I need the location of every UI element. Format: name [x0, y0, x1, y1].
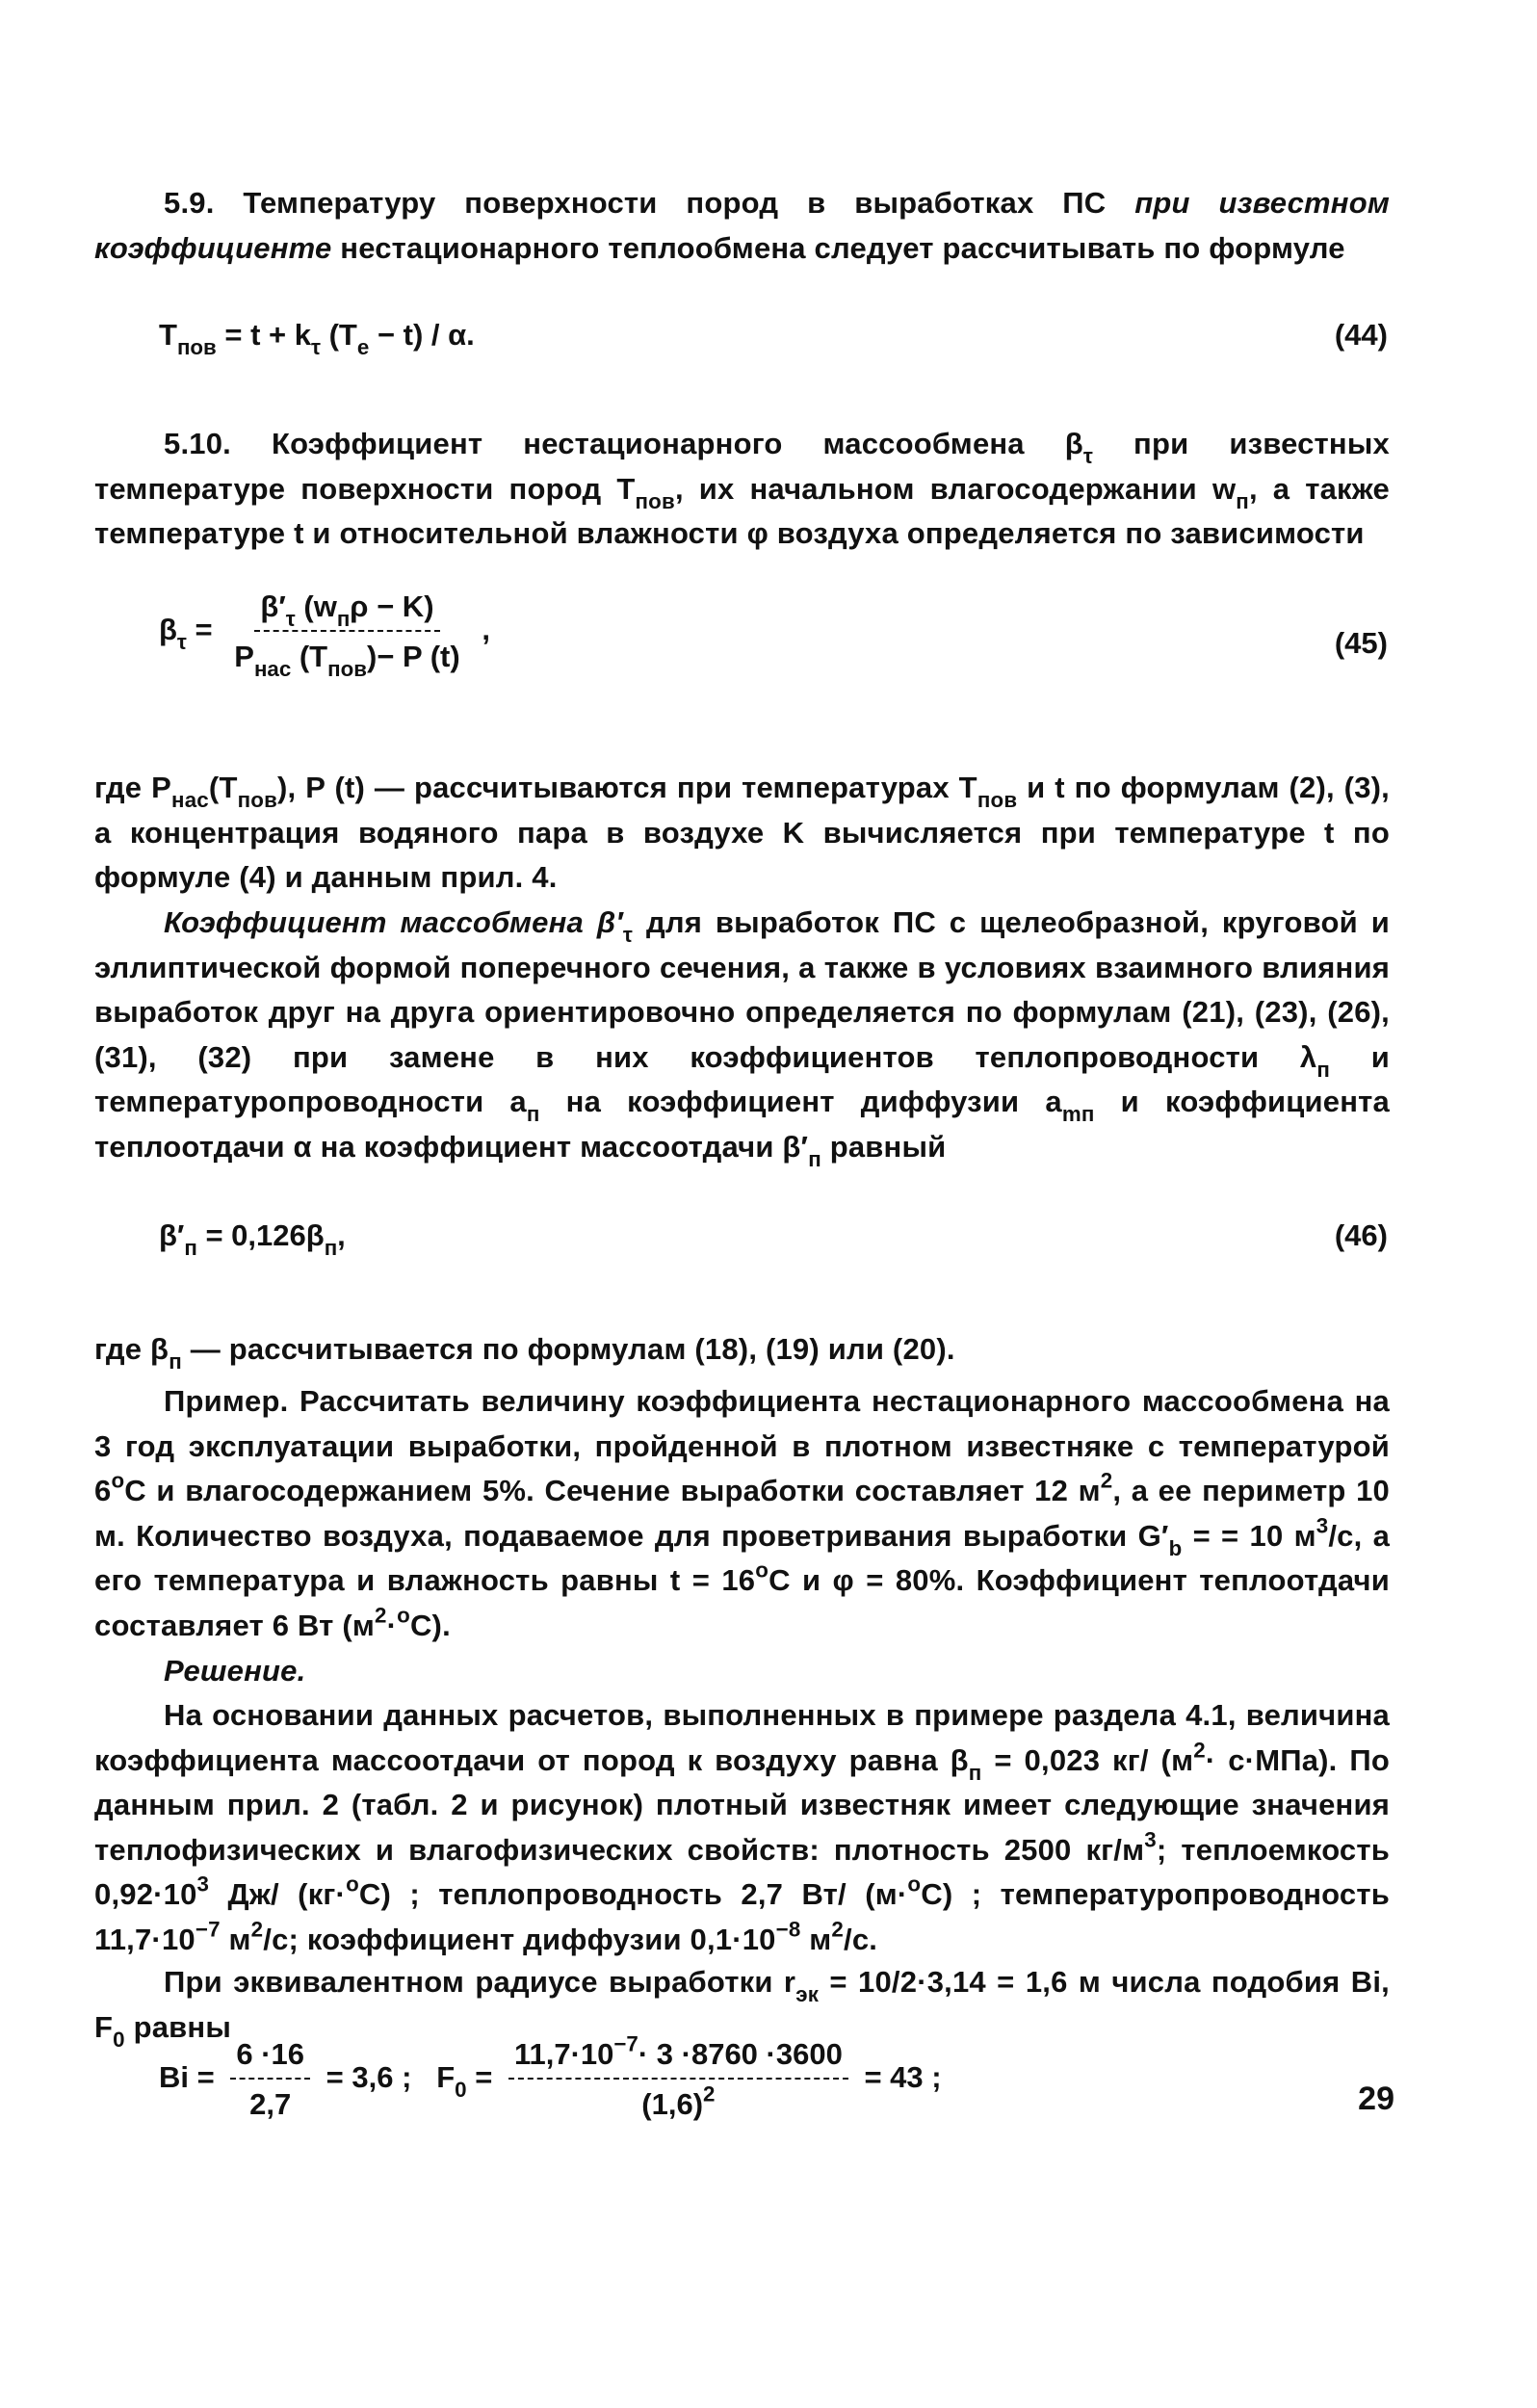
equation-number-44: (44) [1334, 318, 1388, 352]
fraction-numerator: $\beta'_\tau$ $(w_п\rho - K)$ [254, 589, 439, 632]
paragraph-equivalent-radius: При эквивалентном радиусе выработки $r_{эк} = 10/2\cdot 3,14 = 1,6$ м числа подобия Bi, $F_0$ равны [94, 1965, 1390, 2052]
formula-46: $\beta'_п = 0,126\beta_п$, [159, 1218, 346, 1261]
fraction-fo [508, 2031, 848, 2122]
fraction-denominator: $P_{нас}$ $(T_{пов})- P$ (t) [234, 640, 460, 682]
fraction-numerator: $11,7\cdot 10^{-7}\cdot 3 \cdot 8760 \cdot 3600$ [508, 2037, 848, 2080]
page-number: 29 [1358, 2081, 1394, 2117]
formula-44: $T_{пов} = t + k_\tau$ $(T_e - t) / \alpha$. [159, 318, 475, 360]
solution-heading: Решение. [164, 1654, 306, 1688]
paragraph-5-9: 5.9. Температуру поверхности пород в выработках ПС при известном коэффициенте нестационарного теплообмена следует рассчитывать по формуле [94, 186, 1390, 265]
paragraph-based-on: На основании данных расчетов, выполненных в примере раздела 4.1, величина коэффициента массоотдачи от пород к воздуху равна $\beta_п = 0,023$ кг/ $(м^2\cdot с\cdot МПа)$. По данным прил. 2 (табл. 2 и рисунок) плотный известняк имеет следующие значения теплофизических и влагофизических свойств: плотность 2500 $кг/м^3$; теплоемкость $0,92\cdot 10^3$ Дж/ (кг·$^о$С) ; теплопроводность 2,7 Вт/ (м·$^о$С) ; температуропроводность $11,7\cdot 10^{-7}$ $м^2/с$; коэффициент диффузии $0,1\cdot 10^{-8}$ $м^2/с$. [94, 1698, 1390, 1956]
paragraph-5-10: 5.10. Коэффициент нестационарного массообмена $\beta_\tau$ при известных температуре поверхности пород $Т_{пов}$, их начальном влагосодержании $w_п$, а также температуре t и относительной влажности φ воздуха определяется по зависимости [94, 427, 1390, 550]
fraction-bi [230, 2037, 310, 2122]
paragraph-example: Пример. Рассчитать величину коэффициента нестационарного массообмена на 3 год эксплуатации выработки, пройденной в плотном известняке с температурой $6^оС$ и влагосодержанием 5%. Сечение выработки составляет 12 $м^2$, а ее периметр 10 м. Количество воздуха, подаваемое для проветривания выработки $G'_b$ = = 10 $м^3/с$, а его температура и влажность равны $t = 16^оС$ и φ = 80%. Коэффициент теплоотдачи составляет 6 Вт $(м^2\cdot^оС)$. [94, 1384, 1391, 1642]
paragraph-where-2: где $\beta_п$ — рассчитывается по формулам (18), (19) или (20). [94, 1332, 955, 1374]
fraction-denominator: $(1,6)^2$ [641, 2081, 716, 2121]
fraction-45 [228, 589, 465, 682]
paragraph-where-1: где $P_{нас}(T_{пов})$, P (t) — рассчитываются при температурах $T_{пов}$ и t по формулам (2), (3), а концентрация водяного пара в воздухе K вычисляется при температуре t по формуле (4) и данным прил. 4. [94, 771, 1390, 894]
fraction-denominator: 2,7 [249, 2087, 292, 2121]
equation-number-45: (45) [1334, 626, 1388, 660]
equation-number-46: (46) [1334, 1218, 1388, 1252]
formula-45: $\beta_\tau$ = $\frac{\beta'_\tau (w_п\rho - K)}{P_{нас} (T_{пов})- P (t)}$ , [159, 589, 490, 682]
fraction-numerator: 6 ·16 [230, 2037, 310, 2080]
formula-bi-fo: Bi = $\frac{6 \cdot 16}{2,7}$ = 3,6 ; $F_0$ = $\frac{11,7\cdot 10^{-7}\cdot 3 \cdot 8760 \cdot 3600}{(1,6)^2}$ = 43 ; [159, 2031, 942, 2121]
paragraph-mass-exchange: Коэффициент массобмена $\beta'_\tau$ для выработок ПС с щелеобразной, круговой и эллиптической формой поперечного сечения, а также в условиях взаимного влияния выработок друг на друга ориентировочно определяется по формулам (21), (23), (26), (31), (32) при замене в них коэффициентов теплопроводности $\lambda_п$ и температуропроводности $a_п$ на коэффициент диффузии $a_{mп}$ и коэффициента теплоотдачи α на коэффициент массоотдачи $\beta'_п$ равный [94, 905, 1390, 1171]
